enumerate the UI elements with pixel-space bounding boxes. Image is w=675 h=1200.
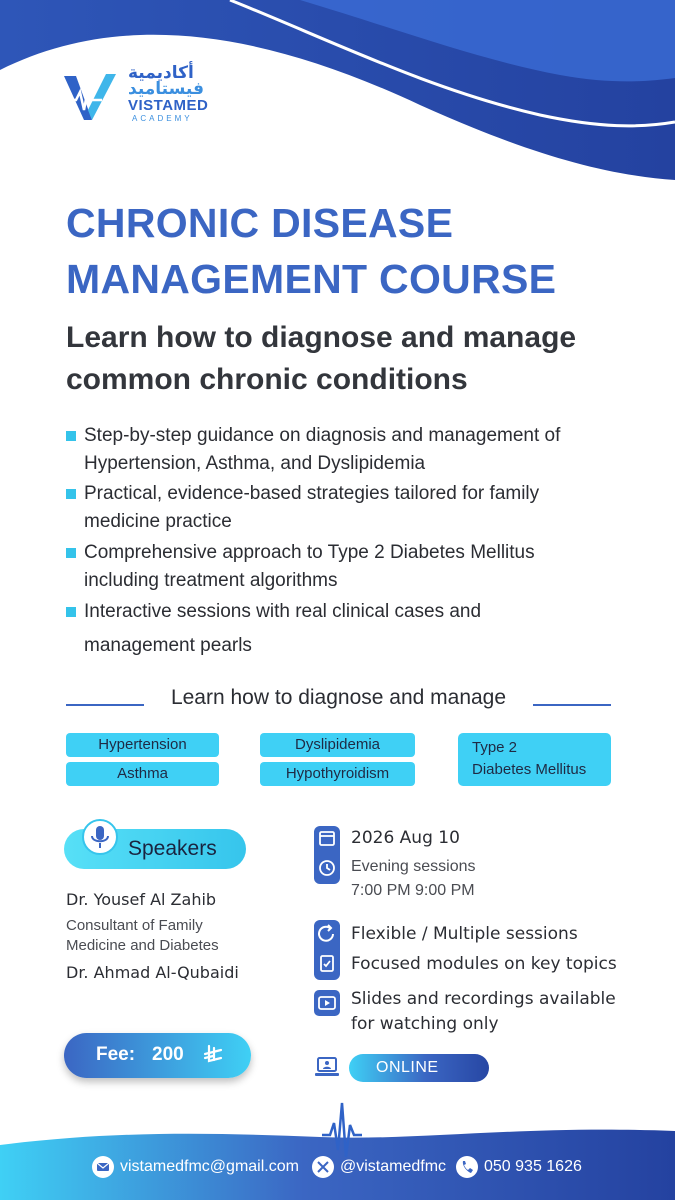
footer-wave-decoration [0,1095,675,1200]
condition-chip-dyslipidemia: Dyslipidemia [260,733,415,757]
bullet-square-icon [66,607,76,617]
recordings-note: Slides and recordings available [351,989,616,1009]
video-play-icon [314,990,340,1016]
bullet-line: Step-by-step guidance on diagnosis and management of [84,425,561,446]
bullet-line: Hypertension, Asthma, and Dyslipidemia [84,453,426,474]
phone-number[interactable]: 050 935 1626 [484,1158,582,1175]
bullet-line: Interactive sessions with real clinical cases and [84,601,482,622]
speaker-role: Medicine and Diabetes [66,937,219,954]
bullet-square-icon [66,489,76,499]
calendar-icon [314,826,340,884]
chip-line: Diabetes Mellitus [472,761,587,778]
bullet-square-icon [66,431,76,441]
online-badge [349,1054,489,1082]
course-subtitle-line1: Learn how to diagnose and manage [66,321,577,354]
speakers-label: Speakers [128,837,217,860]
x-handle[interactable]: @vistamedfmc [340,1158,447,1175]
session-time: 7:00 PM 9:00 PM [351,882,475,899]
bullet-square-icon [66,548,76,558]
laptop-icon [314,1056,340,1078]
session-type: Evening sessions [351,858,476,875]
fee-badge [64,1033,251,1078]
bullet-line: medicine practice [84,511,232,532]
format-icon-strip [314,920,340,980]
speakers-badge [64,829,246,869]
bullet-line: Comprehensive approach to Type 2 Diabetes Mellitus [84,542,535,563]
condition-chip-hypertension: Hypertension [66,733,219,757]
course-subtitle-line2: common chronic conditions [66,363,468,396]
speaker-name: Dr. Ahmad Al-Qubaidi [66,963,239,982]
speaker-name: Dr. Yousef Al Zahib [66,890,217,909]
logo-arabic-line2: فيستاميد [128,79,204,99]
x-logo-icon [312,1156,334,1178]
vistamed-logo [62,62,212,128]
fee-amount: 200 [152,1044,184,1065]
condition-chip-hypothyroidism: Hypothyroidism [260,762,415,786]
bullet-line: management pearls [84,635,252,656]
logo-subtitle: ACADEMY [132,114,193,123]
riyal-icon [201,1043,225,1067]
bullet-line: Practical, evidence-based strategies tailored for family [84,483,540,504]
flexible-sessions: Flexible / Multiple sessions [351,924,578,944]
phone-icon [456,1156,478,1178]
chip-line: Type 2 [472,739,518,756]
condition-chip-diabetes [458,733,611,786]
fee-label: Fee: [96,1044,136,1065]
microphone-icon [82,819,118,855]
course-date: 2026 Aug 10 [351,828,460,848]
logo-arabic-line1: أكاديمية [128,63,194,83]
course-title-line2: MANAGEMENT COURSE [66,256,557,302]
email-icon [92,1156,114,1178]
course-title-line1: CHRONIC DISEASE [66,200,454,246]
email-address[interactable]: vistamedfmc@gmail.com [120,1158,299,1175]
refresh-icon [314,920,340,980]
recordings-note: for watching only [351,1014,499,1034]
logo-icon [62,70,118,126]
online-label: ONLINE [376,1059,439,1076]
schedule-icon-strip [314,826,340,884]
focused-modules: Focused modules on key topics [351,954,617,974]
conditions-heading-text: Learn how to diagnose and manage [170,686,507,709]
conditions-heading [66,684,611,714]
logo-name: VISTAMED [128,97,209,114]
condition-chip-asthma: Asthma [66,762,219,786]
speaker-role: Consultant of Family [66,917,203,934]
bullet-line: including treatment algorithms [84,570,338,591]
